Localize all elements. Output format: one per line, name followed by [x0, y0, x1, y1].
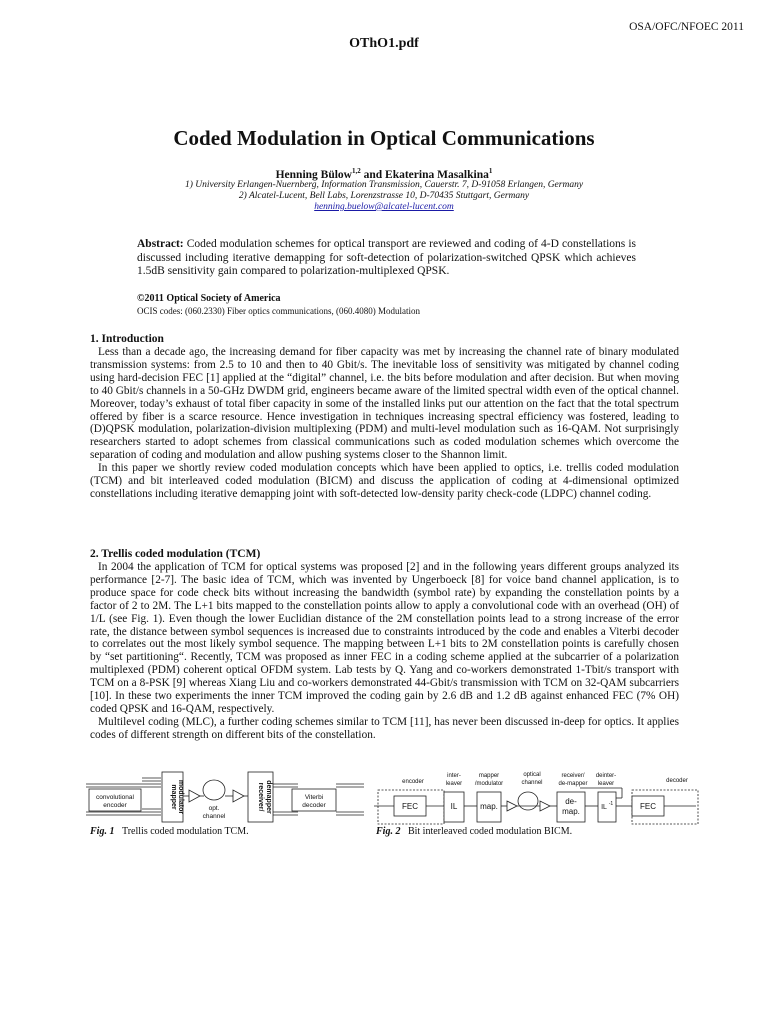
abstract-label: Abstract:	[137, 238, 184, 250]
author-email-line	[0, 202, 768, 212]
author-line	[0, 167, 768, 181]
figure-2-diagram	[370, 768, 700, 826]
author-2-affil: 1	[488, 167, 493, 175]
fig1-viterbi-line1: Viterbi	[304, 794, 324, 801]
fig1-receiver-line2: demapper	[265, 780, 272, 814]
affiliation-2: 2) Alcatel-Lucent, Bell Labs, Lorenzstrasse 10, D-70435 Stuttgart, Germany	[238, 191, 530, 201]
fig2-amplifier-1	[507, 801, 517, 811]
fig2-ilinv-label: IL	[601, 804, 607, 811]
fig1-conv-encoder-line2: encoder	[103, 802, 127, 809]
fig1-opt-channel-line1: opt.	[208, 805, 220, 812]
fig2-ilinv-sup: -1	[608, 801, 614, 807]
figure-1-caption-text: Trellis coded modulation TCM.	[121, 826, 249, 837]
ocis-codes: OCIS codes: (060.2330) Fiber optics communications, (060.4080) Modulation	[137, 306, 420, 316]
figure-1-caption-label: Fig. 1	[90, 826, 115, 837]
paper-title: Coded Modulation in Optical Communications	[173, 126, 595, 150]
paper-id: OThO1.pdf	[349, 36, 419, 51]
fig1-opt-channel-line2: channel	[202, 813, 226, 820]
figure-1-diagram	[86, 766, 366, 826]
fig2-top-deinterleaver-line2: leaver	[597, 781, 615, 787]
fiber-spool-circle	[203, 780, 225, 800]
fig1-conv-encoder-line1: convolutional	[96, 794, 134, 801]
fig2-fec-label: FEC	[402, 802, 418, 811]
section-2-paragraph-2: Multilevel coding (MLC), a further coding schemes similar to TCM [11], has never been discussed in-deep for optics. It applies codes of different strength on different bits of the constellation.	[90, 715, 679, 741]
fig1-receiver-line1: receiver/	[257, 782, 264, 812]
fig2-top-interleaver-line2: leaver	[445, 781, 463, 787]
fig2-top-encoder: encoder	[402, 779, 424, 785]
section-1-paragraph-2: In this paper we shortly review coded modulation concepts which have been applied to optics, i.e. trellis coded modulation (TCM) and bit interleaved coded modulation (BICM) and discuss the application of coding at 4-dimensional optimized constellations including iterative demapping joint with soft-detected low-density parity check-code (LDPC) channel coding.	[90, 462, 679, 500]
fig1-mapper-line2: modulator	[177, 779, 184, 815]
figure-2-caption-text: Bit interleaved coded modulation BICM.	[407, 826, 573, 837]
fig2-top-mapper-line2: /modulator	[474, 781, 504, 787]
amplifier-triangle-2	[233, 790, 244, 802]
section-1-paragraph-1: Less than a decade ago, the increasing demand for fiber capacity was met by increasing the channel rate of binary modulated transmission systems: from 2.5 to 10 and then to 40 Gbit/s. The inevitable loss of sensitivity was mitigated by channel coding using hard-decision FEC [1] applied at the “digital” channel, i.e. the bits before modulation and after decision. But when moving to 40 Gbit/s channels in a 50-GHz DWDM grid, engineers became aware of the limited spectral width even of the optical channel. Moreover, today’s exhaust of total fiber capacity in some of the installed links put our attention on the fact that the total spectrum offered by fiber is a scarce resource. Hence investigation in techniques increasing spectral efficiency was fostered, leading to (D)QPSK modulation, polarization-division multiplexing (PDM) and multi-level modulation such as 16-QAM. Not surprisingly researchers started to adopt schemes from classical communications such as coded modulation schemes which overcome the separation of coding and modulation and allow pushing systems closer to the Shannon limit.	[90, 346, 679, 462]
author-1-affil: 1,2	[351, 167, 361, 175]
fig2-top-mapper-line1: mapper	[478, 773, 500, 779]
figure-2-caption	[376, 826, 572, 837]
fig2-demap-line2: map.	[562, 807, 580, 816]
author-2: Ekaterina Masalkina	[385, 168, 489, 181]
fig1-viterbi-line2: decoder	[302, 802, 326, 809]
copyright: ©2011 Optical Society of America	[137, 293, 281, 304]
figure-2-caption-label: Fig. 2	[376, 826, 401, 837]
section-2-heading: 2. Trellis coded modulation (TCM)	[90, 548, 261, 560]
section-2-paragraph-1: In 2004 the application of TCM for optical systems was proposed [2] and in the following years different groups analyzed its performance [2-7]. The basic idea of TCM, which was invented by Ungerboeck [8] for voice band channel application, is to produce space for code check bits without increasing the bandwidth (symbol rate) by expanding the constellation points by a factor of 2 to 2M. The L+1 bits mapped to the constellation points allow to apply a convolutional code with an overhead (OH) of 1/L (see Fig. 1). Even though the lower Euclidian distance of the 2M constellation points lead to a strong increase of the error rate, the distance between symbol sequences is increased due to constraints introduced by the code and enables a Viterbi decoder to correlates out the most likely symbol sequence. The mapping between L+1 bits to 2M constellation points is carefully chosen by “set partitioning“. Recently, TCM was proposed as inner FEC in a coding scheme applied at the subcarrier of a polarization multiplexed (PDM) coherent optical OFDM system. Lab tests by Q. Yang and co-workers demonstrated 1-Tbit/s transport with TCM on a 8-PSK [9] whereas Xiang Liu and co-workers demonstrated 44-Gbit/s transmission with TCM on 32-QAM subcarriers [10]. In these two experiments the inner TCM improved the coding gain by 2.6 dB and 1.2 dB against enhanced FEC (7% OH) coded QPSK and 16-QAM, respectively.	[90, 561, 679, 715]
fig2-fec2-label: FEC	[640, 802, 656, 811]
author-email-link[interactable]: henning.buelow@alcatel-lucent.com	[314, 202, 454, 212]
section-2-body	[90, 561, 679, 742]
figure-1-caption	[90, 826, 249, 837]
fig2-demap-line1: de-	[565, 797, 577, 806]
conference-label: OSA/OFC/NFOEC 2011	[629, 21, 744, 33]
section-1-body	[90, 346, 679, 501]
fig2-top-optical-line2: channel	[521, 780, 543, 786]
fig2-amplifier-2	[540, 801, 550, 811]
fig2-map-label: map.	[480, 802, 498, 811]
fig2-il-label: IL	[450, 802, 458, 811]
fig2-top-deinterleaver-line1: deinter-	[595, 773, 617, 779]
fig2-top-optical-line1: optical	[523, 772, 541, 778]
author-and: and	[360, 168, 386, 181]
affiliation-1: 1) University Erlangen-Nuernberg, Information Transmission, Cauerstr. 7, D-91058 Erlangen, Germany	[184, 180, 584, 190]
fig2-fiber-spool	[518, 792, 538, 810]
fig2-top-decoder: decoder	[666, 778, 688, 784]
abstract-text: Coded modulation schemes for optical transport are reviewed and coding of 4-D constellations is discussed including iterative demapping for soft-detection of polarization-switched QPSK which achieves 1.5dB sensitivity gain compared to polarization-multiplexed QPSK.	[137, 238, 636, 278]
fig2-top-receiver-line1: receiver/	[561, 773, 585, 779]
fig2-top-receiver-line2: de-mapper	[558, 781, 588, 787]
author-1: Henning Bülow	[275, 168, 352, 181]
abstract	[137, 238, 636, 279]
section-1-heading: 1. Introduction	[90, 333, 164, 345]
fig1-mapper-line1: mapper	[170, 784, 177, 810]
amplifier-triangle-1	[189, 790, 200, 802]
fig2-top-interleaver-line1: inter-	[447, 773, 461, 779]
